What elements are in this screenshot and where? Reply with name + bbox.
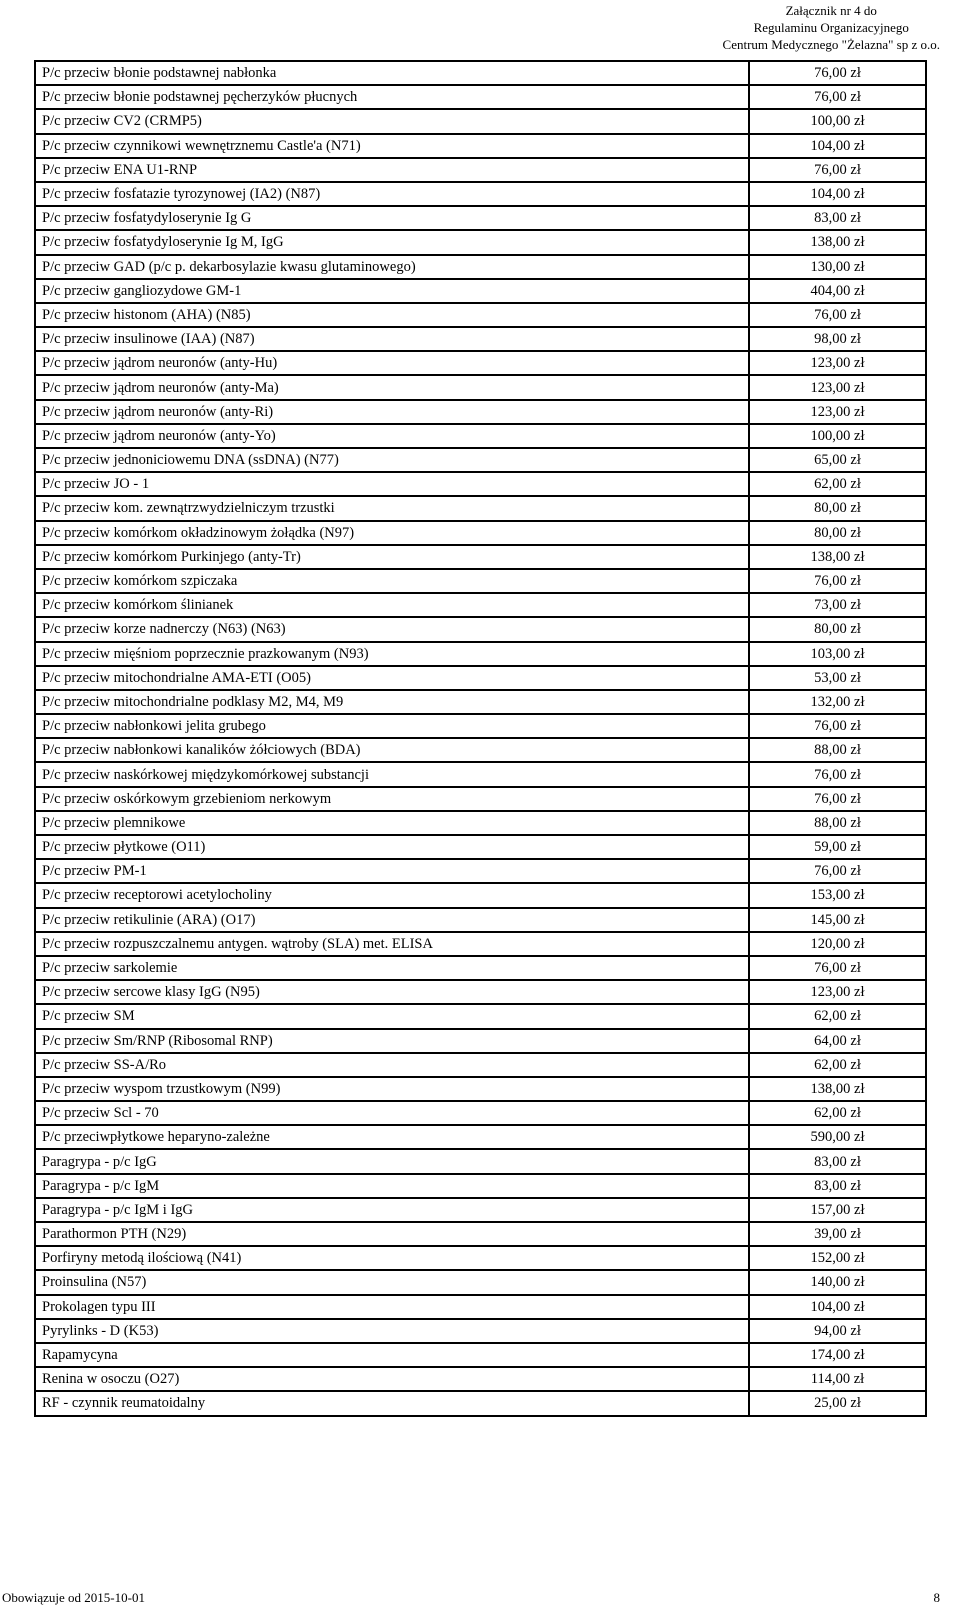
table-row bbox=[35, 1319, 926, 1343]
test-price: 123,00 zł bbox=[749, 400, 926, 424]
header-line-3: Centrum Medycznego "Żelazna" sp z o.o. bbox=[722, 37, 940, 52]
test-price: 145,00 zł bbox=[749, 908, 926, 932]
test-price: 76,00 zł bbox=[749, 158, 926, 182]
test-name: P/c przeciw oskórkowym grzebieniom nerkowym bbox=[35, 787, 749, 811]
table-row bbox=[35, 448, 926, 472]
test-price: 104,00 zł bbox=[749, 182, 926, 206]
test-name: P/c przeciw Sm/RNP (Ribosomal RNP) bbox=[35, 1029, 749, 1053]
table-row bbox=[35, 1343, 926, 1367]
test-name: P/c przeciw komórkom ślinianek bbox=[35, 593, 749, 617]
test-name: P/c przeciw fosfatazie tyrozynowej (IA2) (N87) bbox=[35, 182, 749, 206]
test-name: P/c przeciw receptorowi acetylocholiny bbox=[35, 883, 749, 907]
test-name: P/c przeciw jądrom neuronów (anty-Ri) bbox=[35, 400, 749, 424]
table-row bbox=[35, 762, 926, 786]
test-name: Parathormon PTH (N29) bbox=[35, 1222, 749, 1246]
table-row bbox=[35, 593, 926, 617]
test-name: P/c przeciw jądrom neuronów (anty-Ma) bbox=[35, 375, 749, 399]
table-row bbox=[35, 375, 926, 399]
table-row bbox=[35, 569, 926, 593]
test-name: P/c przeciw błonie podstawnej pęcherzyków płucnych bbox=[35, 85, 749, 109]
table-row bbox=[35, 1101, 926, 1125]
test-price: 94,00 zł bbox=[749, 1319, 926, 1343]
test-name: Prokolagen typu III bbox=[35, 1295, 749, 1319]
test-price: 138,00 zł bbox=[749, 545, 926, 569]
table-row bbox=[35, 109, 926, 133]
test-name: Rapamycyna bbox=[35, 1343, 749, 1367]
table-row bbox=[35, 1029, 926, 1053]
table-row bbox=[35, 1246, 926, 1270]
table-row bbox=[35, 1367, 926, 1391]
table-row bbox=[35, 1004, 926, 1028]
table-row bbox=[35, 545, 926, 569]
table-row bbox=[35, 61, 926, 85]
table-row bbox=[35, 85, 926, 109]
test-name: P/c przeciw PM-1 bbox=[35, 859, 749, 883]
test-price: 88,00 zł bbox=[749, 738, 926, 762]
test-price: 88,00 zł bbox=[749, 811, 926, 835]
test-price: 80,00 zł bbox=[749, 521, 926, 545]
test-price: 64,00 zł bbox=[749, 1029, 926, 1053]
effective-date: Obowiązuje od 2015-10-01 bbox=[2, 1590, 145, 1605]
table-row bbox=[35, 956, 926, 980]
table-row bbox=[35, 400, 926, 424]
test-name: P/c przeciw czynnikowi wewnętrznemu Castle'a (N71) bbox=[35, 134, 749, 158]
test-name: P/c przeciw sercowe klasy IgG (N95) bbox=[35, 980, 749, 1004]
table-row bbox=[35, 303, 926, 327]
table-row bbox=[35, 206, 926, 230]
test-price: 130,00 zł bbox=[749, 255, 926, 279]
table-row bbox=[35, 182, 926, 206]
test-name: Renina w osoczu (O27) bbox=[35, 1367, 749, 1391]
test-name: P/c przeciw fosfatydyloserynie Ig M, IgG bbox=[35, 230, 749, 254]
test-price: 123,00 zł bbox=[749, 980, 926, 1004]
table-row bbox=[35, 134, 926, 158]
test-name: P/c przeciw jądrom neuronów (anty-Yo) bbox=[35, 424, 749, 448]
price-table-body bbox=[35, 61, 926, 1416]
test-price: 104,00 zł bbox=[749, 134, 926, 158]
test-name: P/c przeciw mięśniom poprzecznie prazkowanym (N93) bbox=[35, 642, 749, 666]
header-line-1: Załącznik nr 4 do bbox=[785, 3, 877, 18]
table-row bbox=[35, 738, 926, 762]
test-price: 174,00 zł bbox=[749, 1343, 926, 1367]
table-row bbox=[35, 327, 926, 351]
table-row bbox=[35, 255, 926, 279]
test-price: 123,00 zł bbox=[749, 351, 926, 375]
test-name: P/c przeciw SM bbox=[35, 1004, 749, 1028]
test-name: P/c przeciw CV2 (CRMP5) bbox=[35, 109, 749, 133]
test-price: 59,00 zł bbox=[749, 835, 926, 859]
test-price: 132,00 zł bbox=[749, 690, 926, 714]
table-row bbox=[35, 1198, 926, 1222]
table-row bbox=[35, 1174, 926, 1198]
test-price: 98,00 zł bbox=[749, 327, 926, 351]
test-name: P/c przeciw płytkowe (O11) bbox=[35, 835, 749, 859]
test-price: 157,00 zł bbox=[749, 1198, 926, 1222]
test-name: Paragrypa - p/c IgG bbox=[35, 1149, 749, 1173]
test-price: 114,00 zł bbox=[749, 1367, 926, 1391]
table-row bbox=[35, 1391, 926, 1415]
test-name: P/c przeciw plemnikowe bbox=[35, 811, 749, 835]
table-row bbox=[35, 424, 926, 448]
test-name: P/c przeciw naskórkowej międzykomórkowej substancji bbox=[35, 762, 749, 786]
test-price: 76,00 zł bbox=[749, 787, 926, 811]
test-price: 76,00 zł bbox=[749, 303, 926, 327]
table-row bbox=[35, 642, 926, 666]
test-price: 138,00 zł bbox=[749, 1077, 926, 1101]
table-row bbox=[35, 351, 926, 375]
test-price: 80,00 zł bbox=[749, 496, 926, 520]
test-price: 83,00 zł bbox=[749, 1174, 926, 1198]
test-price: 25,00 zł bbox=[749, 1391, 926, 1415]
test-name: P/c przeciw jądrom neuronów (anty-Hu) bbox=[35, 351, 749, 375]
table-row bbox=[35, 1222, 926, 1246]
test-price: 100,00 zł bbox=[749, 109, 926, 133]
test-price: 62,00 zł bbox=[749, 1004, 926, 1028]
test-name: P/c przeciw SS-A/Ro bbox=[35, 1053, 749, 1077]
table-row bbox=[35, 908, 926, 932]
test-name: P/c przeciw komórkom szpiczaka bbox=[35, 569, 749, 593]
test-price: 62,00 zł bbox=[749, 1053, 926, 1077]
table-row bbox=[35, 617, 926, 641]
test-name: P/c przeciw kom. zewnątrzwydzielniczym trzustki bbox=[35, 496, 749, 520]
test-price: 62,00 zł bbox=[749, 472, 926, 496]
table-row bbox=[35, 787, 926, 811]
test-price: 76,00 zł bbox=[749, 85, 926, 109]
test-price: 80,00 zł bbox=[749, 617, 926, 641]
test-price: 76,00 zł bbox=[749, 859, 926, 883]
test-name: Pyrylinks - D (K53) bbox=[35, 1319, 749, 1343]
table-row bbox=[35, 883, 926, 907]
test-price: 153,00 zł bbox=[749, 883, 926, 907]
document-header bbox=[723, 2, 940, 53]
test-name: P/c przeciw jednoniciowemu DNA (ssDNA) (N77) bbox=[35, 448, 749, 472]
test-price: 590,00 zł bbox=[749, 1125, 926, 1149]
test-price: 65,00 zł bbox=[749, 448, 926, 472]
table-row bbox=[35, 714, 926, 738]
test-price: 103,00 zł bbox=[749, 642, 926, 666]
test-name: Proinsulina (N57) bbox=[35, 1270, 749, 1294]
test-name: P/c przeciw retikulinie (ARA) (O17) bbox=[35, 908, 749, 932]
table-row bbox=[35, 811, 926, 835]
table-row bbox=[35, 1149, 926, 1173]
table-row bbox=[35, 1053, 926, 1077]
table-row bbox=[35, 279, 926, 303]
test-name: P/c przeciw rozpuszczalnemu antygen. wątroby (SLA) met. ELISA bbox=[35, 932, 749, 956]
test-name: P/c przeciw sarkolemie bbox=[35, 956, 749, 980]
test-price: 53,00 zł bbox=[749, 666, 926, 690]
test-name: P/c przeciwpłytkowe heparyno-zależne bbox=[35, 1125, 749, 1149]
test-price: 62,00 zł bbox=[749, 1101, 926, 1125]
table-row bbox=[35, 1270, 926, 1294]
table-row bbox=[35, 690, 926, 714]
table-row bbox=[35, 521, 926, 545]
price-table bbox=[34, 60, 927, 1417]
table-row bbox=[35, 472, 926, 496]
table-row bbox=[35, 1077, 926, 1101]
test-name: P/c przeciw błonie podstawnej nabłonka bbox=[35, 61, 749, 85]
test-name: Paragrypa - p/c IgM i IgG bbox=[35, 1198, 749, 1222]
table-row bbox=[35, 666, 926, 690]
table-row bbox=[35, 158, 926, 182]
test-price: 140,00 zł bbox=[749, 1270, 926, 1294]
test-name: P/c przeciw GAD (p/c p. dekarbosylazie kwasu glutaminowego) bbox=[35, 255, 749, 279]
page-number: 8 bbox=[933, 1590, 940, 1605]
test-name: Paragrypa - p/c IgM bbox=[35, 1174, 749, 1198]
test-price: 104,00 zł bbox=[749, 1295, 926, 1319]
test-name: P/c przeciw komórkom Purkinjego (anty-Tr) bbox=[35, 545, 749, 569]
test-name: P/c przeciw nabłonkowi jelita grubego bbox=[35, 714, 749, 738]
test-price: 73,00 zł bbox=[749, 593, 926, 617]
test-name: P/c przeciw komórkom okładzinowym żołądka (N97) bbox=[35, 521, 749, 545]
test-price: 138,00 zł bbox=[749, 230, 926, 254]
test-name: P/c przeciw Scl - 70 bbox=[35, 1101, 749, 1125]
test-price: 76,00 zł bbox=[749, 569, 926, 593]
test-name: P/c przeciw histonom (AHA) (N85) bbox=[35, 303, 749, 327]
test-price: 76,00 zł bbox=[749, 714, 926, 738]
test-price: 120,00 zł bbox=[749, 932, 926, 956]
table-row bbox=[35, 980, 926, 1004]
table-row bbox=[35, 859, 926, 883]
test-name: RF - czynnik reumatoidalny bbox=[35, 1391, 749, 1415]
test-name: P/c przeciw mitochondrialne podklasy M2, M4, M9 bbox=[35, 690, 749, 714]
test-price: 152,00 zł bbox=[749, 1246, 926, 1270]
test-name: P/c przeciw mitochondrialne AMA-ETI (O05) bbox=[35, 666, 749, 690]
table-row bbox=[35, 932, 926, 956]
test-name: P/c przeciw korze nadnerczy (N63) (N63) bbox=[35, 617, 749, 641]
test-price: 83,00 zł bbox=[749, 206, 926, 230]
table-row bbox=[35, 496, 926, 520]
test-price: 83,00 zł bbox=[749, 1149, 926, 1173]
test-price: 76,00 zł bbox=[749, 762, 926, 786]
table-row bbox=[35, 1125, 926, 1149]
table-row bbox=[35, 1295, 926, 1319]
test-name: Porfiryny metodą ilościową (N41) bbox=[35, 1246, 749, 1270]
test-name: P/c przeciw JO - 1 bbox=[35, 472, 749, 496]
test-price: 39,00 zł bbox=[749, 1222, 926, 1246]
test-name: P/c przeciw insulinowe (IAA) (N87) bbox=[35, 327, 749, 351]
test-price: 123,00 zł bbox=[749, 375, 926, 399]
header-line-2: Regulaminu Organizacyjnego bbox=[753, 20, 909, 35]
test-name: P/c przeciw gangliozydowe GM-1 bbox=[35, 279, 749, 303]
table-row bbox=[35, 835, 926, 859]
test-name: P/c przeciw nabłonkowi kanalików żółciowych (BDA) bbox=[35, 738, 749, 762]
test-name: P/c przeciw fosfatydyloserynie Ig G bbox=[35, 206, 749, 230]
table-row bbox=[35, 230, 926, 254]
test-name: P/c przeciw wyspom trzustkowym (N99) bbox=[35, 1077, 749, 1101]
test-price: 100,00 zł bbox=[749, 424, 926, 448]
test-price: 404,00 zł bbox=[749, 279, 926, 303]
test-price: 76,00 zł bbox=[749, 61, 926, 85]
test-price: 76,00 zł bbox=[749, 956, 926, 980]
test-name: P/c przeciw ENA U1-RNP bbox=[35, 158, 749, 182]
